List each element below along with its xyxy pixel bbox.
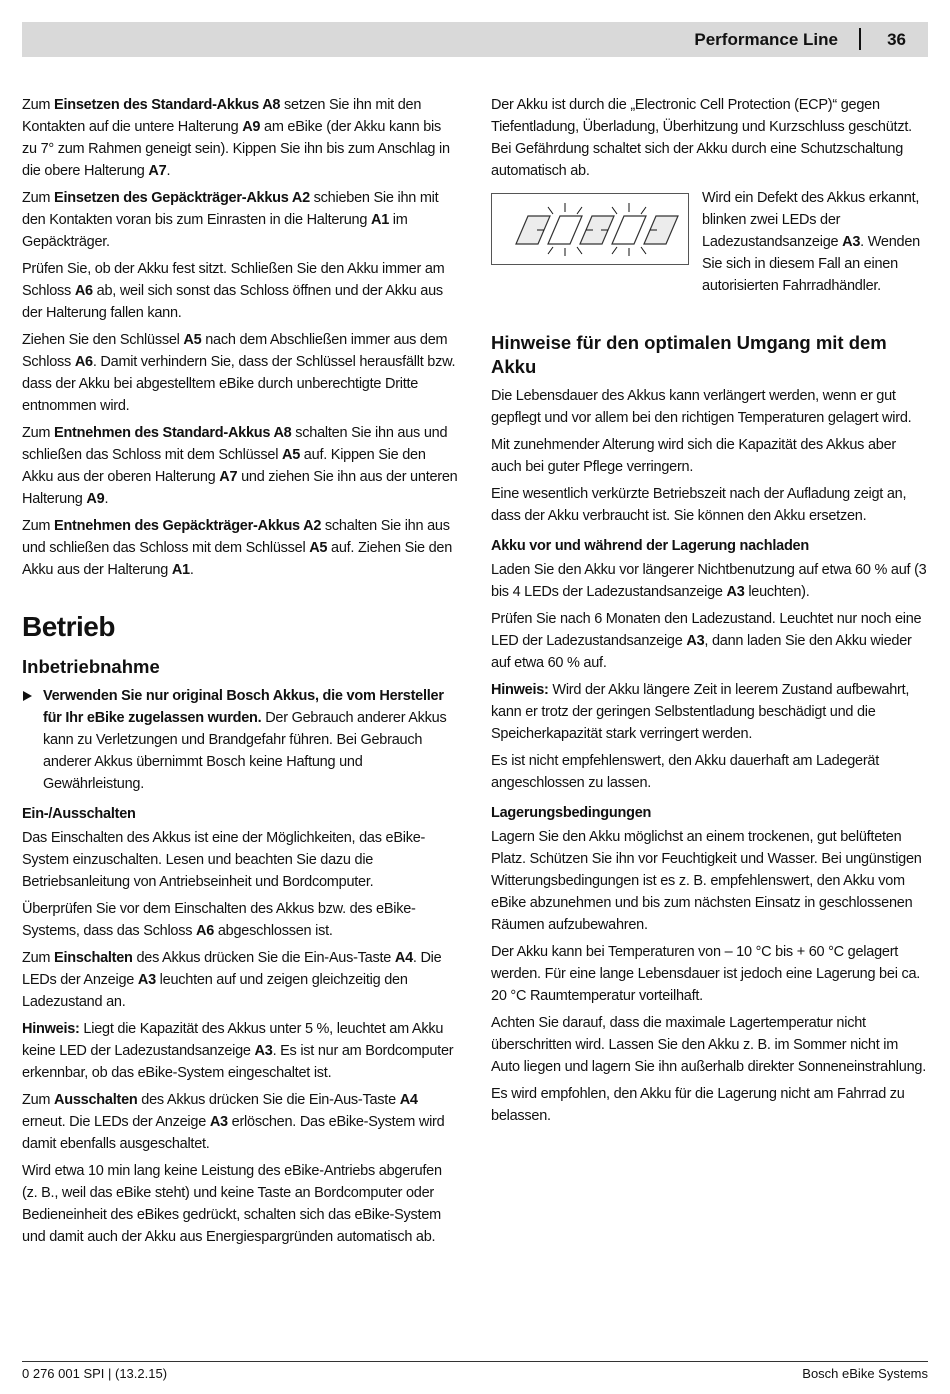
led-4 (612, 216, 646, 244)
led-5 (644, 216, 678, 244)
header-divider (859, 28, 861, 50)
footer-divider (22, 1361, 928, 1362)
paragraph: Die Lebensdauer des Akkus kann verlängert werden, wenn er gut gepflegt und vor allem bei den richtigen Temperaturen gelagert wird. (491, 388, 912, 426)
paragraph: Hinweis: Liegt die Kapazität des Akkus unter 5 %, leuchtet am Akku keine LED der Ladezustandsanzeige A3. Es ist nur am Bordcomputer erkennbar, ob das eBike-System eingeschaltet ist. (22, 1021, 454, 1081)
paragraph: Zum Einsetzen des Gepäckträger-Akkus A2 schieben Sie ihn mit den Kontakten voran bis zum Einrasten in die Halterung A1 im Gepäckträger. (22, 190, 439, 250)
right-column (491, 94, 928, 1132)
paragraph: Zum Einschalten des Akkus drücken Sie die Ein-Aus-Taste A4. Die LEDs der Anzeige A3 leuchten auf und zeigen gleichzeitig den Ladezustand an. (22, 950, 442, 1010)
subheading: Akku vor und während der Lagerung nachladen (491, 538, 809, 554)
paragraph: Laden Sie den Akku vor längerer Nichtbenutzung auf etwa 60 % auf (3 bis 4 LEDs der Ladezustandsanzeige A3 leuchten). (491, 562, 927, 600)
paragraph: Es wird empfohlen, den Akku für die Lagerung nicht am Fahrrad zu belassen. (491, 1086, 905, 1124)
paragraph: Zum Ausschalten des Akkus drücken Sie die Ein-Aus-Taste A4 erneut. Die LEDs der Anzeige A3 erlöschen. Das eBike-System wird damit ebenfalls ausgeschaltet. (22, 1092, 445, 1152)
paragraph: Ziehen Sie den Schlüssel A5 nach dem Abschließen immer aus dem Schloss A6. Damit verhindern Sie, dass der Schlüssel herausfällt bzw. dass der Akku bei abgestelltem eBike durch unberechtigte Dritte entnommen wird. (22, 332, 456, 414)
paragraph: Der Akku kann bei Temperaturen von – 10 °C bis + 60 °C gelagert werden. Für eine lange Lebensdauer ist jedoch eine Lagerung bei ca. 20 °C Raumtemperatur vorteilhaft. (491, 944, 921, 1004)
footer-brand: Bosch eBike Systems (802, 1366, 928, 1381)
led-bar-icon (492, 194, 688, 264)
left-column (22, 94, 458, 1253)
paragraph: Der Akku ist durch die „Electronic Cell Protection (ECP)“ gegen Tiefentladung, Überladung, Überhitzung und Kurzschluss geschützt. Bei Gefährdung schaltet sich der Akku durch eine Schutzschaltung automatisch ab. (491, 97, 912, 179)
page-header (22, 22, 928, 57)
paragraph: Achten Sie darauf, dass die maximale Lagertemperatur nicht überschritten wird. Lassen Sie den Akku z. B. im Sommer nicht im Auto liegen und lagern Sie ihn außerhalb direkter Sonneneinstrahlung. (491, 1015, 926, 1075)
subsection-title: Inbetriebnahme (22, 656, 160, 677)
section-title: Betrieb (22, 611, 115, 642)
header-title: Performance Line (694, 30, 838, 49)
led-3 (580, 216, 614, 244)
paragraph: Überprüfen Sie vor dem Einschalten des Akkus bzw. des eBike-Systems, dass das Schloss A6 abgeschlossen ist. (22, 901, 416, 939)
subheading: Ein-/Ausschalten (22, 806, 136, 822)
paragraph: Wird ein Defekt des Akkus erkannt, blinken zwei LEDs der Ladezustandsanzeige A3. Wenden Sie sich in diesem Fall an einen autorisierten Fahrradhändler. (702, 190, 920, 294)
paragraph: Lagern Sie den Akku möglichst an einem trockenen, gut belüfteten Platz. Schützen Sie ihn vor Feuchtigkeit und Wasser. Bei ungünstigen Witterungsbedingungen ist es z. B. empfehlenswert, den Akku vom eBike abzunehmen und bis zum nächsten Einsatz in geschlossenen Räumen aufzubewahren. (491, 829, 922, 933)
led-1 (516, 216, 550, 244)
paragraph: Das Einschalten des Akkus ist eine der Möglichkeiten, das eBike-System einzuschalten. Lesen und beachten Sie dazu die Betriebsanleitung von Antriebseinheit und Bordcomputer. (22, 830, 426, 890)
paragraph: Prüfen Sie, ob der Akku fest sitzt. Schließen Sie den Akku immer am Schloss A6 ab, weil sich sonst das Schloss öffnen und der Akku aus der Halterung fallen kann. (22, 261, 445, 321)
paragraph: Mit zunehmender Alterung wird sich die Kapazität des Akkus aber auch bei guter Pflege verringern. (491, 437, 896, 475)
paragraph: Hinweis: Wird der Akku längere Zeit in leerem Zustand aufbewahrt, kann er trotz der geringen Selbstentladung beschädigt und die Speicherkapazität stark verringert werden. (491, 682, 910, 742)
bullet-triangle-icon (23, 691, 32, 701)
led-figure-row (491, 187, 928, 321)
paragraph: Es ist nicht empfehlenswert, den Akku dauerhaft am Ladegerät angeschlossen zu lassen. (491, 753, 880, 791)
led-indicator-figure (491, 193, 689, 265)
subsection-title: Hinweise für den optimalen Umgang mit dem Akku (491, 332, 887, 377)
led-2 (548, 216, 582, 244)
subheading: Lagerungsbedingungen (491, 805, 652, 821)
page-number: 36 (887, 30, 906, 49)
paragraph: Wird etwa 10 min lang keine Leistung des eBike-Antriebs abgerufen (z. B., weil das eBike steht) und keine Taste an Bordcomputer oder Bedieneinheit des eBikes gedrückt, schalten sich das eBike-System und damit auch der Akku aus Energiespargründen automatisch ab. (22, 1163, 442, 1245)
paragraph: Eine wesentlich verkürzte Betriebszeit nach der Aufladung zeigt an, dass der Akku verbraucht ist. Sie können den Akku ersetzen. (491, 486, 907, 524)
paragraph: Zum Einsetzen des Standard-Akkus A8 setzen Sie ihn mit den Kontakten auf die untere Halterung A9 am eBike (der Akku kann bis zu 7° zum Rahmen geneigt sein). Kippen Sie ihn bis zum Anschlag in die obere Halterung A7. (22, 97, 450, 179)
paragraph: Prüfen Sie nach 6 Monaten den Ladezustand. Leuchtet nur noch eine LED der Ladezustandsanzeige A3, dann laden Sie den Akku wieder auf etwa 60 % auf. (491, 611, 922, 671)
footer-doc-id: 0 276 001 SPI | (13.2.15) (22, 1366, 168, 1381)
paragraph: Zum Entnehmen des Standard-Akkus A8 schalten Sie ihn aus und schließen das Schloss mit dem Schlüssel A5 auf. Kippen Sie den Akku aus der oberen Halterung A7 und ziehen Sie ihn aus der unteren Halterung A9. (22, 425, 458, 507)
paragraph: Zum Entnehmen des Gepäckträger-Akkus A2 schalten Sie ihn aus und schließen das Schloss mit dem Schlüssel A5 auf. Ziehen Sie den Akku aus der Halterung A1. (22, 518, 453, 578)
warning-bullet: Verwenden Sie nur original Bosch Akkus, die vom Hersteller für Ihr eBike zugelassen wurden. Der Gebrauch anderer Akkus kann zu Verletzungen und Brandgefahr führen. Bei Gebrauch anderer Akkus übernimmt Bosch keine Haftung und Gewährleistung. (22, 685, 458, 795)
